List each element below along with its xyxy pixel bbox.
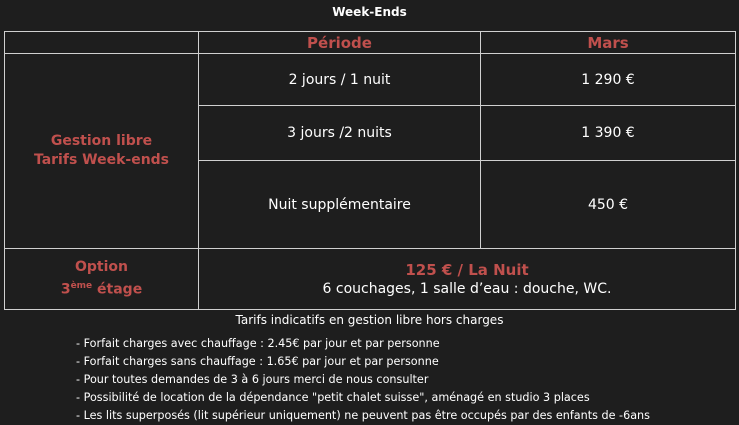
option-label: Option [75, 259, 128, 276]
period-cell: 3 jours /2 nuits [199, 106, 481, 161]
header-period: Période [199, 32, 481, 54]
table-row [5, 54, 736, 106]
page-title: Week-Ends [332, 5, 407, 19]
group-label-cell [5, 54, 199, 249]
list-item: - Pour toutes demandes de 3 à 6 jours merci de nous consulter [76, 373, 429, 386]
subtitle: Tarifs indicatifs en gestion libre hors charges [235, 313, 504, 327]
option-floor [5, 277, 198, 300]
option-description: 6 couchages, 1 salle d’eau : douche, WC. [322, 280, 612, 297]
list-item: - Possibilité de location de la dépendance "petit chalet suisse", aménagé en studio 3 places [76, 391, 590, 404]
group-label-line2: Tarifs Week-ends [33, 151, 170, 168]
table-header-row [5, 32, 736, 54]
group-label-line1: Gestion libre [50, 132, 153, 149]
list-item: - Les lits superposés (lit supérieur uniquement) ne peuvent pas être occupés par des enfants de -6ans [76, 409, 650, 422]
option-price: 125 € / La Nuit [405, 260, 529, 279]
floor-number: 3 [60, 281, 71, 298]
header-month: Mars [481, 32, 736, 54]
option-label-cell [5, 248, 199, 309]
price-cell: 1 290 € [481, 54, 736, 106]
header-empty-cell [5, 32, 199, 54]
option-row [5, 248, 736, 309]
period-cell: Nuit supplémentaire [199, 161, 481, 248]
rates-table [4, 31, 736, 310]
notes-list [76, 335, 650, 425]
list-item: - Forfait charges avec chauffage : 2.45€ par jour et par personne [76, 337, 440, 350]
option-detail-cell [199, 248, 736, 309]
price-cell: 450 € [481, 161, 736, 248]
floor-suffix: ème [70, 281, 93, 292]
period-cell: 2 jours / 1 nuit [199, 54, 481, 106]
list-item: - Forfait charges sans chauffage : 1.65€ par jour et par personne [76, 355, 439, 368]
price-cell: 1 390 € [481, 106, 736, 161]
floor-word: étage [97, 281, 143, 298]
